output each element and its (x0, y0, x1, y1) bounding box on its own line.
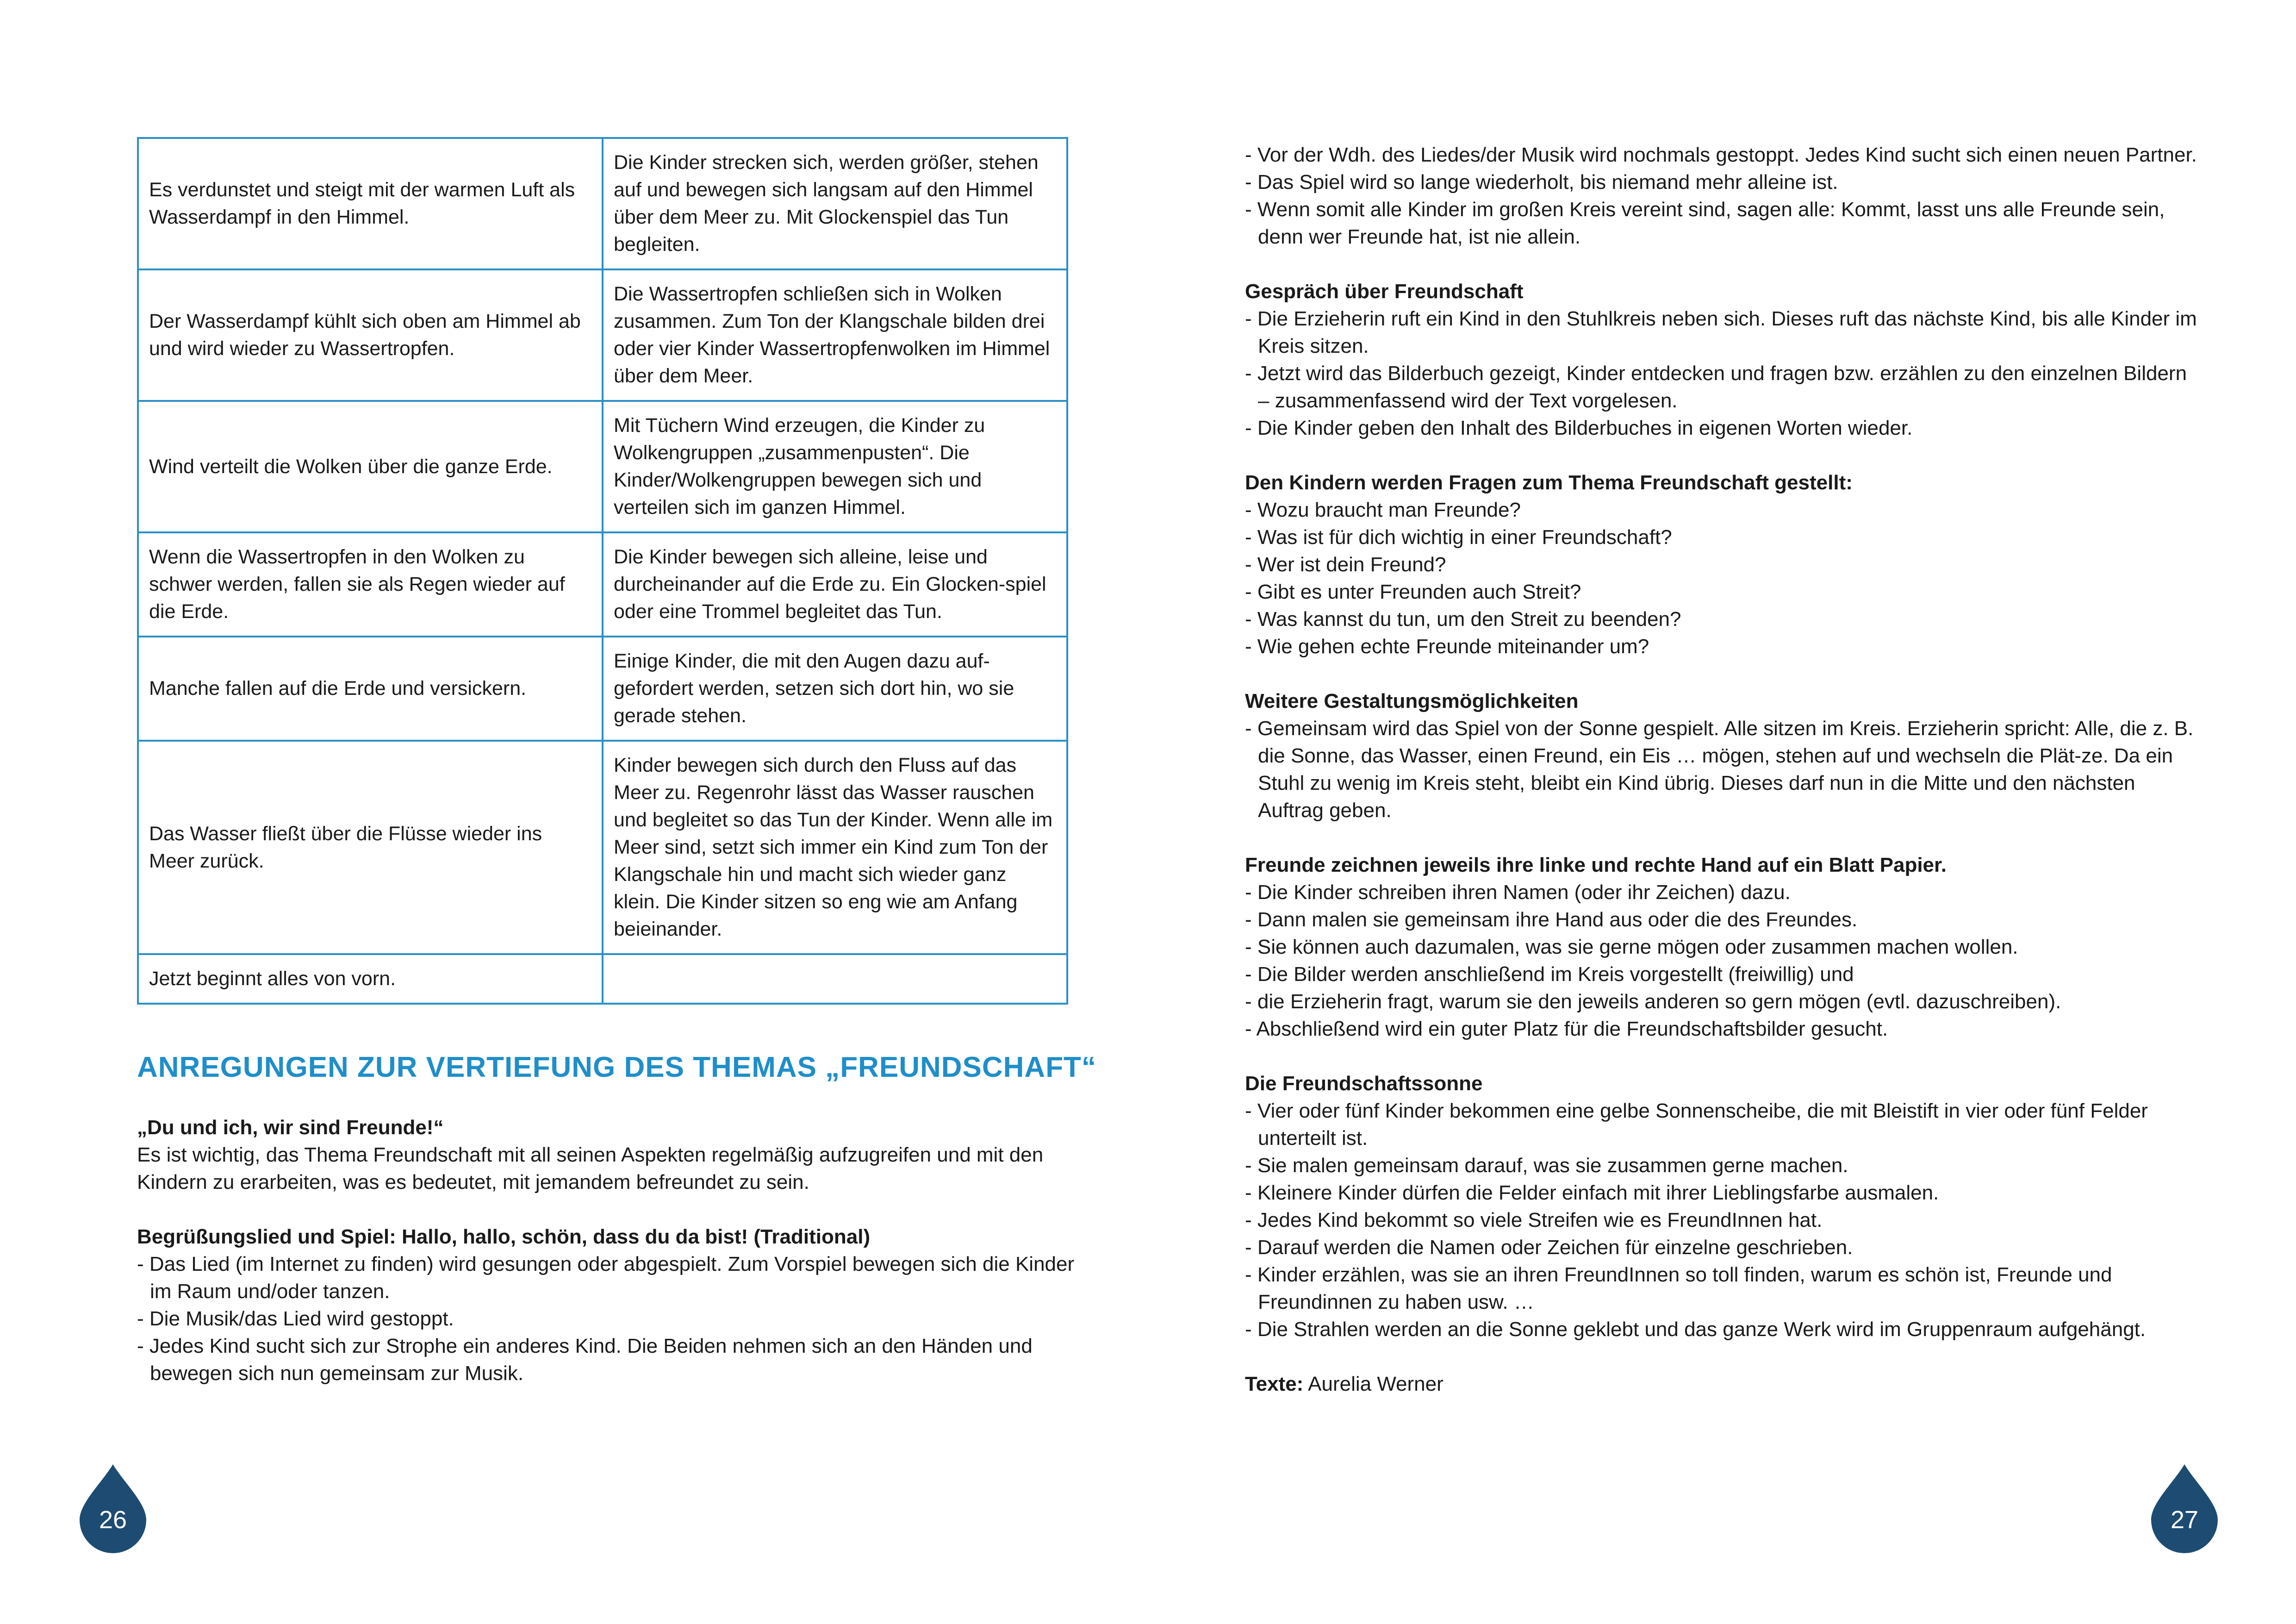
list-item: - Jetzt wird das Bilderbuch gezeigt, Kinder entdecken und fragen bzw. erzählen zu den einzelnen Bildern – zusammenfassend wird der Text vorgelesen. (1245, 360, 2198, 414)
list-item: - Was ist für dich wichtig in einer Freundschaft? (1245, 524, 2198, 551)
list-item: - Vier oder fünf Kinder bekommen eine gelbe Sonnenscheibe, die mit Bleistift in vier oder fünf Felder unterteilt ist. (1245, 1097, 2198, 1152)
list-item: - Wenn somit alle Kinder im großen Kreis vereint sind, sagen alle: Kommt, lasst uns alle Freunde sein, denn wer Freunde hat, ist nie allein. (1245, 196, 2198, 250)
page-number-badge (2151, 1487, 2218, 1553)
list-item: - Wie gehen echte Freunde miteinander um? (1245, 633, 2198, 660)
table-row (138, 532, 1067, 637)
questions-title: Den Kindern werden Fragen zum Thema Freundschaft gestellt: (1245, 471, 1853, 494)
song-list (137, 1250, 1086, 1387)
intro-title: „Du und ich, wir sind Freunde!“ (137, 1116, 444, 1139)
table-row (138, 954, 1067, 1004)
list-item: - Die Kinder schreiben ihren Namen (oder ihr Zeichen) dazu. (1245, 879, 2198, 906)
table-cell-narrative: Jetzt beginnt alles von vorn. (138, 954, 603, 1004)
table-cell-narrative: Es verdunstet und steigt mit der warmen Luft als Wasserdampf in den Himmel. (138, 138, 603, 269)
list-item: - Kinder erzählen, was sie an ihren FreundInnen so toll finden, warum es schön ist, Freunde und Freundinnen zu haben usw. … (1245, 1261, 2198, 1316)
table-cell-narrative: Wind verteilt die Wolken über die ganze Erde. (138, 401, 603, 532)
table-row (138, 269, 1067, 401)
list-item: - Vor der Wdh. des Liedes/der Musik wird nochmals gestoppt. Jedes Kind sucht sich einen neuen Partner. (1245, 141, 2198, 169)
water-cycle-table (137, 137, 1068, 1005)
table-cell-action: Einige Kinder, die mit den Augen dazu auf-gefordert werden, setzen sich dort hin, wo sie gerade stehen. (603, 637, 1067, 741)
list-item: - Die Strahlen werden an die Sonne geklebt und das ganze Werk wird im Gruppenraum aufgehängt. (1245, 1316, 2198, 1343)
credits (1245, 1370, 2198, 1398)
list-item: - Was kannst du tun, um den Streit zu beenden? (1245, 606, 2198, 633)
list-item: - Kleinere Kinder dürfen die Felder einfach mit ihrer Lieblingsfarbe ausmalen. (1245, 1179, 2198, 1206)
sun-list (1245, 1097, 2198, 1343)
page-number: 27 (2170, 1506, 2199, 1534)
questions-list (1245, 496, 2198, 660)
more-list (1245, 715, 2198, 824)
credits-name: Aurelia Werner (1308, 1373, 1444, 1395)
list-item: - Die Erzieherin ruft ein Kind in den Stuhlkreis neben sich. Dieses ruft das nächste Kind, bis alle Kinder im Kreis sitzen. (1245, 305, 2198, 360)
table-row (138, 741, 1067, 954)
song-continued-list (1245, 141, 2198, 250)
table-cell-narrative: Wenn die Wassertropfen in den Wolken zu schwer werden, fallen sie als Regen wieder auf die Erde. (138, 532, 603, 637)
list-item: - Dann malen sie gemeinsam ihre Hand aus oder die des Freundes. (1245, 906, 2198, 933)
hands-title: Freunde zeichnen jeweils ihre linke und rechte Hand auf ein Blatt Papier. (1245, 854, 1947, 876)
table-cell-action (603, 954, 1067, 1004)
list-item: - Jedes Kind bekommt so viele Streifen wie es FreundInnen hat. (1245, 1206, 2198, 1234)
right-page (1148, 0, 2296, 1624)
list-item: - Darauf werden die Namen oder Zeichen für einzelne geschrieben. (1245, 1234, 2198, 1261)
table-row (138, 637, 1067, 741)
left-body-text (137, 1114, 1086, 1387)
list-item: - Sie malen gemeinsam darauf, was sie zusammen gerne machen. (1245, 1152, 2198, 1179)
table-cell-narrative: Das Wasser fließt über die Flüsse wieder ins Meer zurück. (138, 741, 603, 954)
list-item: - Gemeinsam wird das Spiel von der Sonne gespielt. Alle sitzen im Kreis. Erzieherin spricht: Alle, die z. B. die Sonne, das Wasser, einen Freund, ein Eis … mögen, stehen auf und wechseln die Plät-ze. Da ein Stuhl zu wenig im Kreis steht, bleibt ein Kind übrig. Dieses darf nun in die Mitte und den nächsten Auftrag geben. (1245, 715, 2198, 824)
credits-label: Texte: (1245, 1373, 1304, 1395)
table-cell-narrative: Der Wasserdampf kühlt sich oben am Himmel ab und wird wieder zu Wassertropfen. (138, 269, 603, 401)
list-item: - Die Bilder werden anschließend im Kreis vorgestellt (freiwillig) und (1245, 961, 2198, 988)
list-item: - Sie können auch dazumalen, was sie gerne mögen oder zusammen machen wollen. (1245, 933, 2198, 961)
table-cell-narrative: Manche fallen auf die Erde und versickern. (138, 637, 603, 741)
right-body-text (1245, 141, 2198, 1398)
table-row (138, 401, 1067, 532)
hands-list (1245, 879, 2198, 1043)
talk-title: Gespräch über Freundschaft (1245, 280, 1524, 303)
talk-list (1245, 305, 2198, 442)
section-heading: ANREGUNGEN ZUR VERTIEFUNG DES THEMAS „FREUNDSCHAFT“ (137, 1051, 1096, 1083)
table-cell-action: Mit Tüchern Wind erzeugen, die Kinder zu Wolkengruppen „zusammenpusten“. Die Kinder/Wolkengruppen bewegen sich und verteilen sich im ganzen Himmel. (603, 401, 1067, 532)
list-item: - Abschließend wird ein guter Platz für die Freundschaftsbilder gesucht. (1245, 1015, 2198, 1043)
list-item: - Das Spiel wird so lange wiederholt, bis niemand mehr alleine ist. (1245, 169, 2198, 196)
list-item: - die Erzieherin fragt, warum sie den jeweils anderen so gern mögen (evtl. dazuschreiben). (1245, 988, 2198, 1015)
intro-text: Es ist wichtig, das Thema Freundschaft mit all seinen Aspekten regelmäßig aufzugreifen und mit den Kindern zu erarbeiten, was es bedeutet, mit jemandem befreundet zu sein. (137, 1143, 1044, 1193)
page-number: 26 (99, 1506, 127, 1534)
list-item: - Jedes Kind sucht sich zur Strophe ein anderes Kind. Die Beiden nehmen sich an den Händen und bewegen sich nun gemeinsam zur Musik. (137, 1332, 1086, 1387)
list-item: - Gibt es unter Freunden auch Streit? (1245, 578, 2198, 606)
list-item: - Wozu braucht man Freunde? (1245, 496, 2198, 524)
sun-title: Die Freundschaftssonne (1245, 1072, 1483, 1095)
table-cell-action: Die Wassertropfen schließen sich in Wolken zusammen. Zum Ton der Klangschale bilden drei oder vier Kinder Wassertropfenwolken im Himmel über dem Meer. (603, 269, 1067, 401)
table-cell-action: Die Kinder bewegen sich alleine, leise und durcheinander auf die Erde zu. Ein Glocken-spiel oder eine Trommel begleitet das Tun. (603, 532, 1067, 637)
list-item: - Die Musik/das Lied wird gestoppt. (137, 1305, 1086, 1332)
table-cell-action: Die Kinder strecken sich, werden größer, stehen auf und bewegen sich langsam auf den Himmel über dem Meer zu. Mit Glockenspiel das Tun begleiten. (603, 138, 1067, 269)
more-title: Weitere Gestaltungsmöglichkeiten (1245, 690, 1579, 712)
list-item: - Das Lied (im Internet zu finden) wird gesungen oder abgespielt. Zum Vorspiel bewegen sich die Kinder im Raum und/oder tanzen. (137, 1250, 1086, 1305)
table-cell-action: Kinder bewegen sich durch den Fluss auf das Meer zu. Regenrohr lässt das Wasser rauschen und begleitet so das Tun der Kinder. Wenn alle im Meer sind, setzt sich immer ein Kind zum Ton der Klangschale hin und macht sich wieder ganz klein. Die Kinder sitzen so eng wie am Anfang beieinander. (603, 741, 1067, 954)
table-row (138, 138, 1067, 269)
list-item: - Die Kinder geben den Inhalt des Bilderbuches in eigenen Worten wieder. (1245, 414, 2198, 442)
song-title: Begrüßungslied und Spiel: Hallo, hallo, schön, dass du da bist! (Traditional) (137, 1225, 871, 1248)
list-item: - Wer ist dein Freund? (1245, 551, 2198, 578)
page-number-badge (80, 1487, 146, 1553)
